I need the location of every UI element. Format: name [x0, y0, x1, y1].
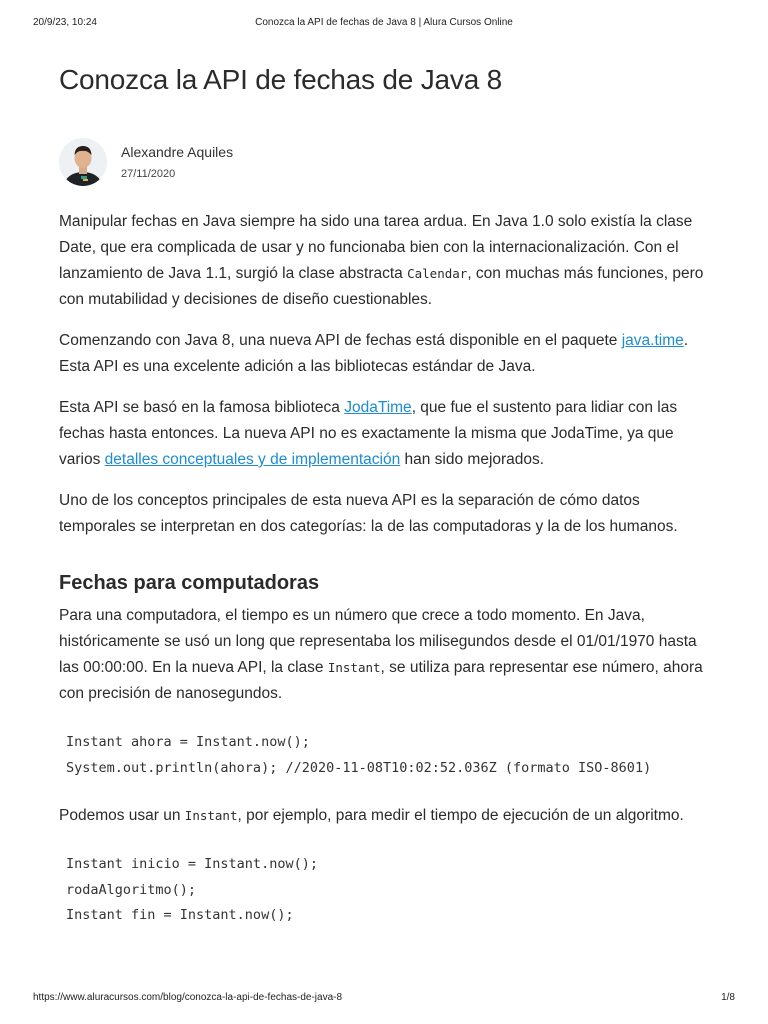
paragraph-text: , por ejemplo, para medir el tiempo de ejecución de un algoritmo. [237, 807, 684, 824]
page-number: 1/8 [721, 992, 735, 1003]
paragraph-text: Comenzando con Java 8, una nueva API de fechas está disponible en el paquete [59, 332, 622, 349]
avatar-photo-icon [59, 138, 107, 186]
print-header [33, 17, 735, 31]
paragraph-java8 [59, 328, 719, 380]
author-name[interactable]: Alexandre Aquiles [121, 144, 234, 160]
inline-code: Instant [184, 808, 238, 823]
paragraph-text: Esta API se basó en la famosa biblioteca [59, 399, 345, 416]
paragraph-text: . Esta API es una excelente adición a las bibliotecas estándar de Java. [59, 332, 689, 375]
code-block-algorithm-timing: Instant inicio = Instant.now(); rodaAlgoritmo(); Instant fin = Instant.now(); [66, 856, 318, 923]
paragraph-text: Manipular fechas en Java siempre ha sido una tarea ardua. En Java 1.0 solo existía la clase Date, que era complicada de usar y no funcionaba bien con la internacionalización. Con el lanzamiento de Java 1.1, surgió la clase abstracta [59, 213, 693, 282]
paragraph-text: , con muchas más funciones, pero con mutabilidad y decisiones de diseño cuestionables. [59, 265, 704, 308]
link-detalles-conceptuales[interactable]: detalles conceptuales y de implementación [104, 451, 401, 468]
link-java-time[interactable]: java.time [621, 332, 684, 349]
article [59, 62, 719, 929]
section-heading: Fechas para computadoras [59, 572, 320, 594]
print-footer [33, 992, 735, 1006]
print-datetime: 20/9/23, 10:24 [33, 17, 97, 28]
page-url: https://www.aluracursos.com/blog/conozca-la-api-de-fechas-de-java-8 [33, 992, 343, 1003]
link-jodatime[interactable]: JodaTime [344, 399, 412, 416]
paragraph-jodatime [59, 395, 719, 473]
inline-code: Instant [327, 660, 381, 675]
paragraph-text: , se utiliza para representar ese número, ahora con precisión de nanosegundos. [59, 659, 703, 702]
paragraph-measure-time [59, 803, 719, 829]
code-block-instant-now: Instant ahora = Instant.now(); System.out.println(ahora); //2020-11-08T10:02:52.036Z (formato ISO-8601) [66, 734, 652, 776]
article-title: Conozca la API de fechas de Java 8 [59, 64, 503, 95]
paragraph-text: han sido mejorados. [400, 451, 545, 468]
author-avatar [59, 138, 107, 186]
paragraph-concepts: Uno de los conceptos principales de esta nueva API es la separación de cómo datos temporales se interpretan en dos categorías: la de las computadoras y la de los humanos. [59, 492, 678, 535]
author-block [59, 138, 719, 188]
inline-code: Calendar [407, 266, 468, 281]
paragraph-text: Podemos usar un [59, 807, 185, 824]
print-page-title: Conozca la API de fechas de Java 8 | Alura Cursos Online [255, 17, 513, 28]
paragraph-computers [59, 603, 719, 707]
paragraph-text: Para una computadora, el tiempo es un número que crece a todo momento. En Java, históricamente se usó un long que representaba los milisegundos desde el 01/01/1970 hasta las 00:00:00. En la nueva API, la clase [59, 607, 697, 676]
paragraph-intro [59, 209, 719, 313]
publish-date: 27/11/2020 [121, 168, 176, 180]
paragraph-text: , que fue el sustento para lidiar con las fechas hasta entonces. La nueva API no es exactamente la misma que JodaTime, ya que varios [59, 399, 678, 468]
